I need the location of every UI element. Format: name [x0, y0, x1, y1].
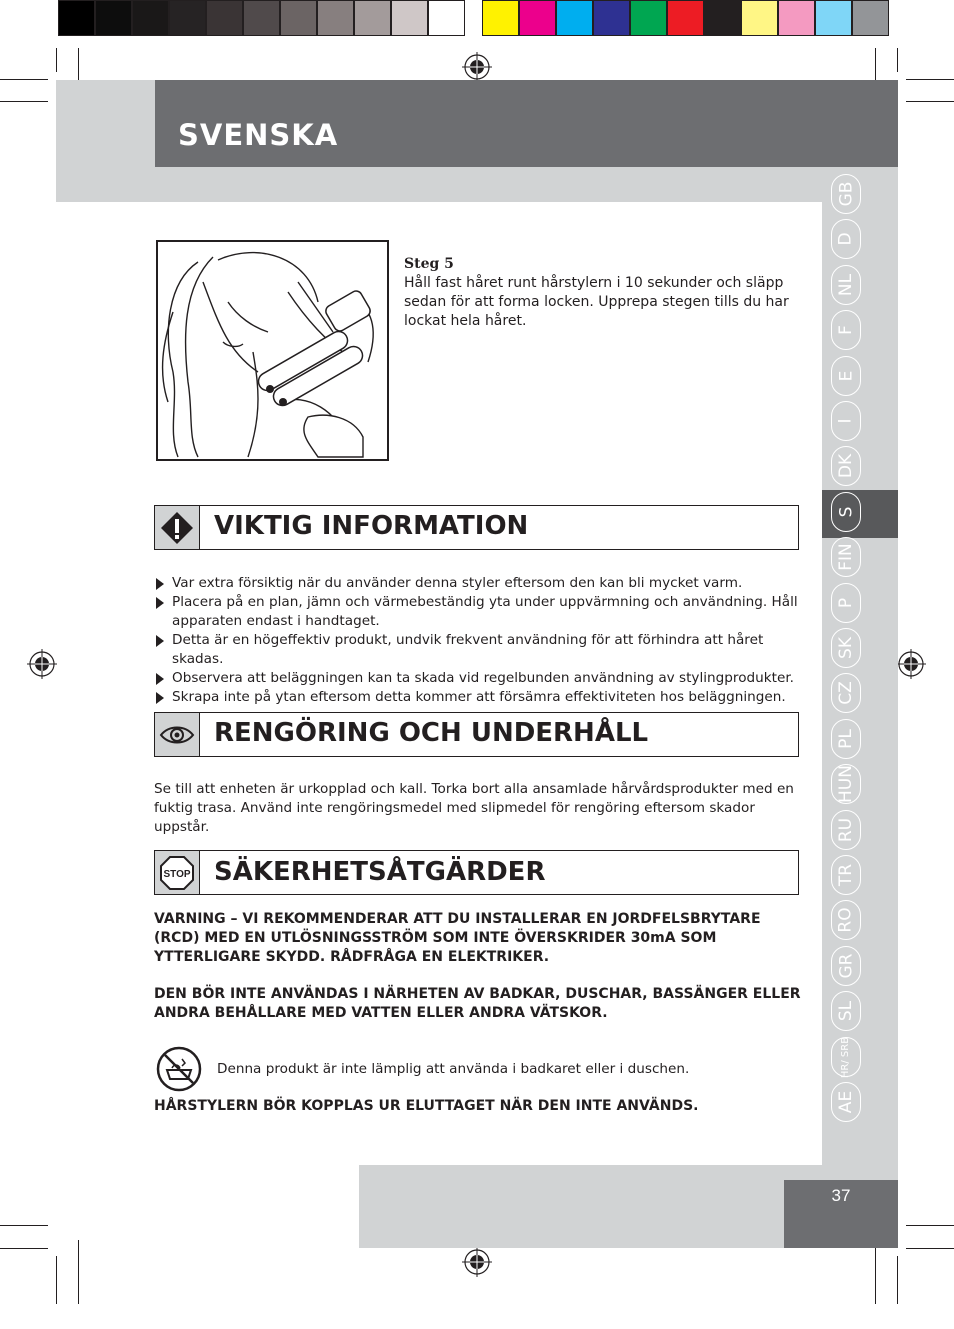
list-item: Placera på en plan, jämn och värmebeständig yta under uppvärmning och användning. Håll apparaten endast i handtaget.	[154, 593, 804, 631]
color-swatch	[741, 0, 778, 36]
language-tab-label: FIN	[835, 543, 856, 571]
language-tab-fin	[831, 537, 861, 577]
color-swatch	[852, 0, 889, 36]
language-tab-label: RU	[835, 817, 856, 843]
language-tab-label: TR	[835, 863, 856, 887]
color-swatch	[58, 0, 95, 36]
language-tab-label: HUN	[836, 765, 857, 803]
registration-mark-icon	[896, 649, 926, 679]
color-swatch	[280, 0, 317, 36]
safety-title: SÄKERHETSÅTGÄRDER	[214, 857, 546, 887]
language-tab-pl	[831, 719, 861, 759]
language-tab-label: PL	[835, 729, 856, 749]
color-swatch	[593, 0, 630, 36]
language-tab-label: E	[836, 370, 856, 382]
language-tab-label: DK	[836, 453, 856, 479]
important-info-list	[154, 574, 804, 707]
language-tab-sk	[831, 628, 861, 668]
bath-note: Denna produkt är inte lämplig att använda i badkaret eller i duschen.	[217, 1061, 690, 1077]
eye-icon	[159, 723, 195, 747]
language-tab-label: P	[835, 597, 856, 609]
language-tab-label: AE	[836, 1090, 856, 1114]
language-tab-label: RO	[835, 907, 856, 933]
language-tab-f	[831, 310, 861, 350]
language-tab-label: CZ	[836, 681, 856, 705]
language-tab-hun	[831, 764, 861, 804]
language-tab-cz	[831, 673, 861, 713]
language-tab-e	[831, 356, 861, 396]
crop-mark	[56, 1256, 57, 1304]
color-swatch	[317, 0, 354, 36]
color-swatch	[667, 0, 704, 36]
crop-mark	[906, 101, 954, 102]
step-title: Steg 5	[404, 256, 454, 272]
language-tab-label: I	[835, 418, 856, 424]
language-tab-label: SK	[835, 637, 856, 659]
safety-warning-water: DEN BÖR INTE ANVÄNDAS I NÄRHETEN AV BADKAR, DUSCHAR, BASSÄNGER ELLER ANDRA BEHÅLLARE MED VATTEN ELLER ANDRA VÄTSKOR.	[154, 986, 801, 1021]
language-tab-ae	[831, 1082, 861, 1122]
crop-mark	[0, 1248, 48, 1249]
stop-sign-icon	[159, 855, 195, 891]
language-tab-ro	[831, 900, 861, 940]
language-tab-s	[831, 492, 861, 532]
color-calibration-bar-left	[58, 0, 465, 38]
crop-mark	[875, 1240, 876, 1304]
list-item: Detta är en högeffektiv produkt, undvik frekvent användning för att förhindra att håret skadas.	[154, 631, 804, 669]
color-swatch	[778, 0, 815, 36]
registration-mark-icon	[462, 52, 492, 82]
page-number: 37	[831, 1186, 851, 1205]
safety-warning-unplug: HÅRSTYLERN BÖR KOPPLAS UR ELUTTAGET NÄR DEN INTE ANVÄNDS.	[154, 1098, 699, 1114]
language-tab-label: NL	[835, 273, 856, 297]
cleaning-text: Se till att enheten är urkopplad och kall. Torka bort alla ansamlade hårvårdsprodukter med en fuktig trasa. Använd inte rengöringsmedel med slipmedel för rengöring eftersom skador uppstår.	[154, 781, 794, 835]
language-tab-label: GR	[836, 953, 856, 979]
crop-mark	[0, 101, 48, 102]
stop-sign-label: STOP	[163, 868, 191, 880]
language-tab-sl	[831, 991, 861, 1031]
safety-warning-rcd: VARNING – VI REKOMMENDERAR ATT DU INSTALLERAR EN JORDFELSBRYTARE (RCD) MED EN UTLÖSNINGSSTRÖM SOM INTE ÖVERSKRIDER 30mA SOM YTTERLIGARE SKYDD. RÅDFRÅGA EN ELEKTRIKER.	[154, 911, 761, 965]
language-tab-label: F	[836, 325, 856, 335]
step-illustration	[156, 240, 389, 461]
language-tab-label: HR/ SRB	[840, 1036, 852, 1078]
language-tab-hrsrb	[831, 1037, 861, 1077]
crop-mark	[897, 48, 898, 72]
color-calibration-bar-right	[482, 0, 889, 38]
color-swatch	[482, 0, 519, 36]
language-tab-ru	[831, 810, 861, 850]
no-bath-icon	[156, 1046, 202, 1092]
language-tab-label: GB	[836, 181, 856, 207]
page-title: SVENSKA	[178, 118, 339, 152]
color-swatch	[132, 0, 169, 36]
eye-icon-box	[154, 712, 200, 757]
color-swatch	[243, 0, 280, 36]
language-tab-nl	[831, 265, 861, 305]
language-tab-dk	[831, 446, 861, 486]
color-swatch	[519, 0, 556, 36]
list-item: Var extra försiktig när du använder denna styler eftersom den kan bli mycket varm.	[154, 574, 804, 593]
language-tab-d	[831, 219, 861, 259]
language-tab-label: D	[836, 232, 856, 246]
step-text: Håll fast håret runt hårstylern i 10 sekunder och släpp sedan för att forma locken. Upprepa stegen tills du har lockat hela håret.	[404, 275, 789, 329]
language-tab-label: SL	[835, 1000, 856, 1022]
crop-mark	[56, 48, 57, 72]
color-swatch	[704, 0, 741, 36]
language-tab-label: S	[835, 506, 856, 518]
list-item: Skrapa inte på ytan eftersom detta kommer att försämra effektiviteten hos beläggningen.	[154, 688, 804, 707]
important-info-title: VIKTIG INFORMATION	[214, 511, 529, 541]
color-swatch	[630, 0, 667, 36]
crop-mark	[906, 1225, 954, 1226]
warning-icon-box	[154, 505, 200, 550]
crop-mark	[0, 1225, 48, 1226]
registration-mark-icon	[27, 649, 57, 679]
crop-mark	[897, 1256, 898, 1304]
exclamation-icon	[159, 510, 195, 546]
list-item: Observera att beläggningen kan ta skada vid regelbunden användning av stylingprodukter.	[154, 669, 804, 688]
language-tab-i	[831, 401, 861, 441]
color-swatch	[391, 0, 428, 36]
stop-icon-box	[154, 850, 200, 895]
crop-mark	[78, 1240, 79, 1304]
language-tab-gb	[831, 174, 861, 214]
color-swatch	[354, 0, 391, 36]
crop-mark	[0, 79, 48, 80]
crop-mark	[906, 79, 954, 80]
color-swatch	[556, 0, 593, 36]
registration-mark-icon	[462, 1247, 492, 1277]
color-swatch	[815, 0, 852, 36]
crop-mark	[906, 1248, 954, 1249]
language-tab-gr	[831, 946, 861, 986]
color-swatch	[169, 0, 206, 36]
color-swatch	[428, 0, 465, 36]
color-swatch	[95, 0, 132, 36]
hair-styling-illustration	[158, 242, 387, 459]
color-swatch	[206, 0, 243, 36]
language-tab-tr	[831, 855, 861, 895]
cleaning-title: RENGÖRING OCH UNDERHÅLL	[214, 718, 649, 748]
language-tab-p	[831, 583, 861, 623]
